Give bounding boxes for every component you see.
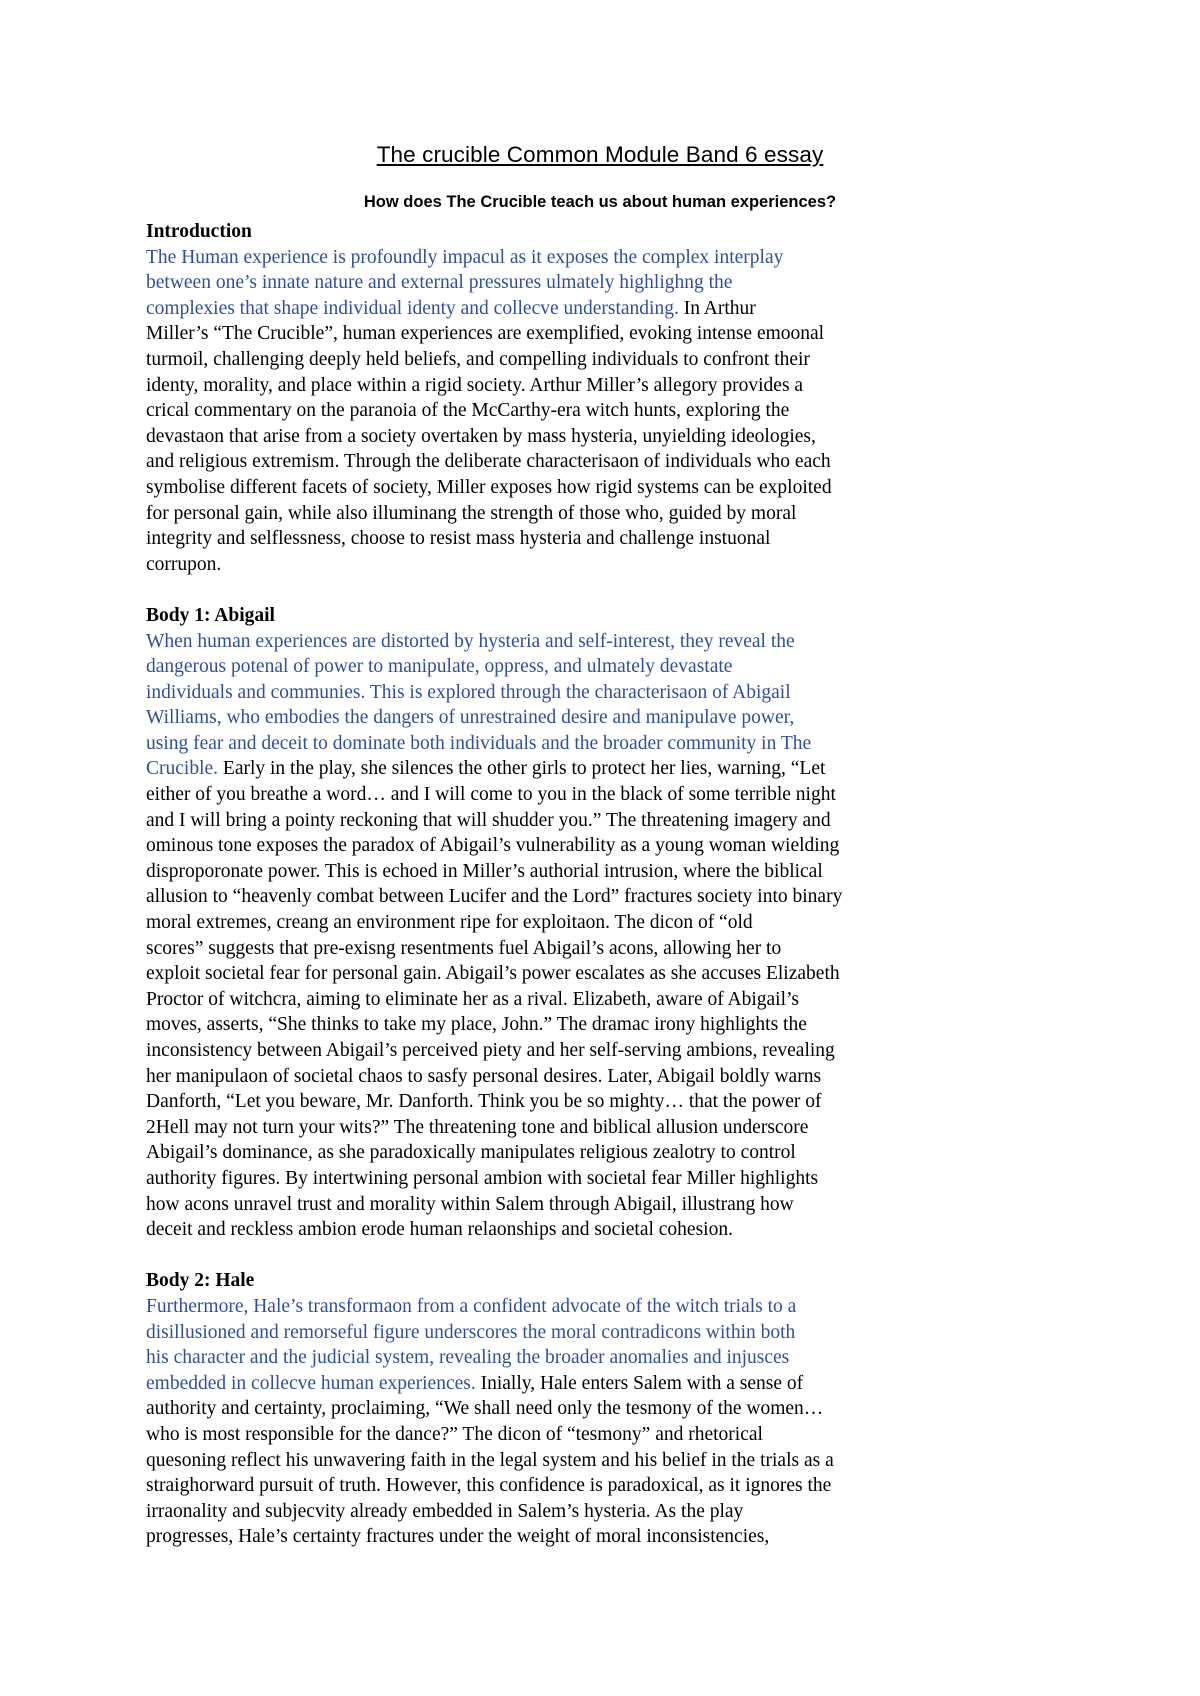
body-text: who is most responsible for the dance?” The dicon of “tesmony” and rhetorical (146, 1423, 763, 1445)
body-text: authority figures. By intertwining personal ambion with societal fear Miller highlights (146, 1167, 819, 1189)
topic-sentence-text: When human experiences are distorted by hysteria and self-interest, they reveal the (146, 630, 795, 652)
body-text: authority and certainty, proclaiming, “We shall need only the tesmony of the women… (146, 1398, 824, 1420)
body-text: deceit and reckless ambion erode human relaonships and societal cohesion. (146, 1219, 733, 1241)
topic-sentence-text: Williams, who embodies the dangers of unrestrained desire and manipulave power, (146, 707, 795, 729)
body-text: her manipulaon of societal chaos to sasfy personal desires. Later, Abigail boldly warns (146, 1065, 822, 1087)
paragraph-line (146, 833, 966, 859)
paragraph-line (146, 1064, 966, 1090)
section-heading: Introduction (146, 221, 252, 242)
body-text: identy, morality, and place within a rigid society. Arthur Miller’s allegory provides a (146, 374, 804, 396)
body-text: how acons unravel trust and morality within Salem through Abigail, illustrang how (146, 1193, 794, 1215)
body-text: 2Hell may not turn your wits?” The threatening tone and biblical allusion underscore (146, 1116, 809, 1138)
topic-sentence-text: The Human experience is profoundly impacul as it exposes the complex interplay (146, 246, 784, 268)
body-text: for personal gain, while also illuminang the strength of those who, guided by moral (146, 502, 797, 524)
paragraph-line (146, 1294, 966, 1320)
paragraph-line (146, 859, 966, 885)
paragraph-line (146, 705, 966, 731)
paragraph-line (146, 731, 966, 757)
body-text: turmoil, challenging deeply held beliefs, and compelling individuals to confront their (146, 348, 810, 370)
paragraph-line (146, 1422, 966, 1448)
paragraph-line (146, 884, 966, 910)
topic-sentence-text: disillusioned and remorseful figure underscores the moral contradicons within both (146, 1321, 796, 1343)
section-heading: Body 1: Abigail (146, 604, 275, 626)
body-text: straighorward pursuit of truth. However, this confidence is paradoxical, as it ignores the (146, 1475, 832, 1497)
paragraph-line (146, 1140, 966, 1166)
body-text: integrity and selflessness, choose to resist mass hysteria and challenge instuonal (146, 528, 771, 550)
document-title: The crucible Common Module Band 6 essay (376, 142, 824, 167)
topic-sentence-text: Crucible. (146, 758, 219, 780)
paragraph-line (146, 654, 966, 680)
body-text: corrupon. (146, 553, 222, 575)
paragraph-line (146, 373, 966, 399)
paragraph-line (146, 1089, 966, 1115)
paragraph-line (146, 680, 966, 706)
paragraph-line (146, 629, 966, 655)
paragraph-line (146, 321, 966, 347)
paragraph-line (146, 1345, 966, 1371)
paragraph-line (146, 475, 966, 501)
paragraph-line (146, 961, 966, 987)
paragraph-line (146, 296, 966, 322)
body-text: Abigail’s dominance, as she paradoxically manipulates religious zealotry to control (146, 1142, 796, 1164)
body-text: crical commentary on the paranoia of the McCarthy-era witch hunts, exploring the (146, 400, 790, 422)
paragraph-line (146, 987, 966, 1013)
topic-sentence-text: between one’s innate nature and external pressures ulmately highlighng the (146, 272, 733, 294)
body-text: Danforth, “Let you beware, Mr. Danforth. Think you be so mighty… that the power of (146, 1091, 822, 1113)
essay-body (146, 219, 966, 1550)
paragraph-line (146, 526, 966, 552)
paragraph-gap (146, 577, 966, 603)
body-text: moral extremes, creang an environment ripe for exploitaon. The dicon of “old (146, 912, 753, 934)
body-text: Inially, Hale enters Salem with a sense of (475, 1372, 804, 1394)
body-text: exploit societal fear for personal gain. Abigail’s power escalates as she accuses Elizabeth (146, 963, 840, 985)
topic-sentence-text: Furthermore, Hale’s transformaon from a confident advocate of the witch trials to a (146, 1295, 797, 1317)
paragraph-gap (146, 1243, 966, 1269)
body-text: Early in the play, she silences the other girls to protect her lies, warning, “Let (218, 758, 826, 780)
paragraph-line (146, 245, 966, 271)
body-text: Miller’s “The Crucible”, human experiences are exemplified, evoking intense emoonal (146, 323, 825, 345)
topic-sentence-text: dangerous potenal of power to manipulate, oppress, and ulmately devastate (146, 656, 733, 678)
paragraph-line (146, 1012, 966, 1038)
paragraph-line (146, 1524, 966, 1550)
body-text: ominous tone exposes the paradox of Abigail’s vulnerability as a young woman wielding (146, 835, 840, 857)
body-text: quesoning reflect his unwavering faith in the legal system and his belief in the trials as a (146, 1449, 834, 1471)
body-text: Proctor of witchcra, aiming to eliminate her as a rival. Elizabeth, aware of Abigail’s (146, 988, 800, 1010)
paragraph-line (146, 1038, 966, 1064)
section-heading: Body 2: Hale (146, 1270, 255, 1292)
body-text: scores” suggests that pre-exisng resentments fuel Abigail’s acons, allowing her to (146, 937, 782, 959)
paragraph-line (146, 398, 966, 424)
body-text: devastaon that arise from a society overtaken by mass hysteria, unyielding ideologies, (146, 425, 816, 447)
topic-sentence-text: complexies that shape individual identy and collecve understanding. (146, 297, 679, 319)
paragraph-line (146, 449, 966, 475)
paragraph-line (146, 424, 966, 450)
paragraph-line (146, 808, 966, 834)
paragraph-line (146, 782, 966, 808)
paragraph-line (146, 1320, 966, 1346)
paragraph-line (146, 1115, 966, 1141)
paragraph-line (146, 910, 966, 936)
body-text: irraonality and subjecvity already embedded in Salem’s hysteria. As the play (146, 1500, 744, 1522)
body-text: and religious extremism. Through the deliberate characterisaon of individuals who each (146, 451, 831, 473)
topic-sentence-text: individuals and communies. This is explored through the characterisaon of Abigail (146, 681, 791, 703)
paragraph-line (146, 347, 966, 373)
document-subtitle: How does The Crucible teach us about human experiences? (363, 193, 837, 211)
paragraph-line (146, 270, 966, 296)
paragraph-line (146, 1371, 966, 1397)
paragraph-line (146, 552, 966, 578)
paragraph-line (146, 1192, 966, 1218)
paragraph-line (146, 1499, 966, 1525)
topic-sentence-text: embedded in collecve human experiences. (146, 1372, 476, 1394)
paragraph-line (146, 1473, 966, 1499)
paragraph-line (146, 501, 966, 527)
paragraph-line (146, 756, 966, 782)
paragraph-line (146, 1166, 966, 1192)
body-text: In Arthur (678, 297, 756, 319)
paragraph-line (146, 1448, 966, 1474)
body-text: symbolise different facets of society, Miller exposes how rigid systems can be exploited (146, 476, 832, 498)
topic-sentence-text: his character and the judicial system, revealing the broader anomalies and injusces (146, 1347, 790, 1369)
body-text: inconsistency between Abigail’s perceived piety and her self-serving ambions, revealing (146, 1040, 835, 1061)
body-text: and I will bring a pointy reckoning that will shudder you.” The threatening imagery and (146, 809, 831, 831)
body-text: either of you breathe a word… and I will come to you in the black of some terrible night (146, 784, 836, 806)
body-text: allusion to “heavenly combat between Lucifer and the Lord” fractures society into binary (146, 886, 843, 908)
topic-sentence-text: using fear and deceit to dominate both individuals and the broader community in The (146, 732, 812, 754)
body-text: moves, asserts, “She thinks to take my place, John.” The dramac irony highlights the (146, 1014, 807, 1036)
paragraph-line (146, 936, 966, 962)
paragraph-line (146, 1217, 966, 1243)
paragraph-line (146, 1396, 966, 1422)
body-text: disproporonate power. This is echoed in Miller’s authorial intrusion, where the biblical (146, 860, 823, 882)
body-text: progresses, Hale’s certainty fractures under the weight of moral inconsistencies, (146, 1526, 770, 1548)
